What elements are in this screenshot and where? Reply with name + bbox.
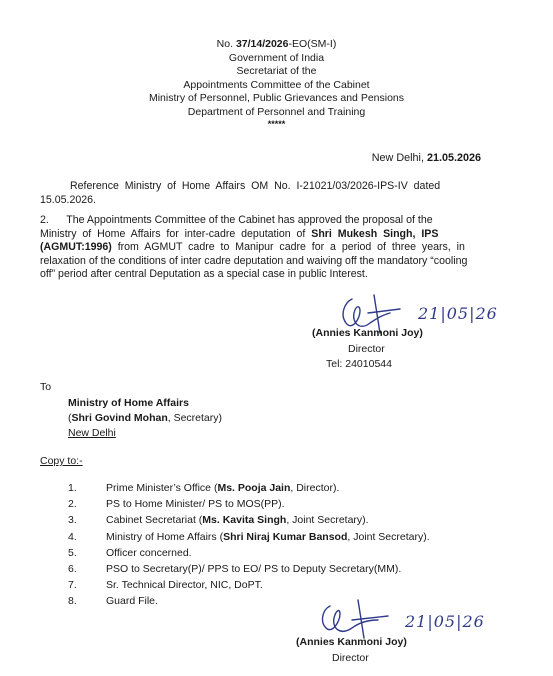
copy-to-item-text: PS to Home Minister/ PS to MOS(PP).: [106, 498, 285, 511]
para2-line-3: (AGMUT:1996) from AGMUT cadre to Manipur cadre for a period of three years, in: [40, 241, 465, 254]
copy-to-item: [68, 512, 430, 528]
header-committee: Appointments Committee of the Cabinet: [183, 78, 370, 91]
order-number: No. 37/14/2026-EO(SM-I): [216, 38, 337, 50]
copy-to-list: [68, 480, 430, 610]
to-label: To: [40, 381, 52, 393]
copy-to-item-number: 3.: [68, 514, 77, 527]
copy-to-item-number: 8.: [68, 595, 77, 608]
copy-to-item-number: 7.: [68, 579, 77, 592]
header-secretariat: Secretariat of the: [236, 65, 317, 77]
copy-to-item-text: Guard File.: [106, 595, 158, 608]
signature-2-date: 21|05|26: [405, 612, 485, 631]
signatory-2-designation: Director: [332, 652, 369, 664]
to-organisation: Ministry of Home Affairs: [68, 397, 189, 409]
para2-line-2: Ministry of Home Affairs for inter-cadre deputation of Shri Mukesh Singh, IPS: [40, 227, 439, 240]
signature-1-date: 21|05|26: [418, 304, 498, 323]
copy-to-item-text: Officer concerned.: [106, 546, 192, 559]
copy-to-item-text: Cabinet Secretariat (Ms. Kavita Singh, Joint Secretary).: [106, 514, 369, 527]
copy-to-item-text: Sr. Technical Director, NIC, DoPT.: [106, 579, 263, 592]
copy-to-item: [68, 561, 430, 577]
document-header: [0, 38, 553, 129]
copy-to-item-text: PSO to Secretary(P)/ PPS to EO/ PS to Deputy Secretary(MM).: [106, 563, 402, 576]
header-ministry: Ministry of Personnel, Public Grievances and Pensions: [148, 92, 405, 104]
para2-line-1: 2. The Appointments Committee of the Cabinet has approved the proposal of the: [40, 214, 433, 226]
copy-to-item: [68, 545, 430, 561]
copy-to-label: Copy to:-: [40, 455, 83, 467]
copy-to-item: [68, 529, 430, 545]
copy-to-item-number: 2.: [68, 498, 77, 511]
copy-to-item: [68, 496, 430, 512]
header-department: Department of Personnel and Training: [187, 105, 366, 118]
copy-to-item-text: Ministry of Home Affairs (Shri Niraj Kumar Bansod, Joint Secretary).: [106, 530, 430, 543]
copy-to-item-number: 4.: [68, 530, 77, 543]
reference-line-2: 15.05.2026.: [40, 193, 96, 206]
document-date: New Delhi, 21.05.2026: [371, 152, 481, 164]
signatory-1-designation: Director: [348, 343, 385, 355]
copy-to-item-number: 6.: [68, 563, 77, 576]
copy-to-item-number: 5.: [68, 546, 77, 559]
to-city: New Delhi: [68, 427, 116, 439]
copy-to-item-text: Prime Minister’s Office (Ms. Pooja Jain, Director).: [106, 482, 340, 494]
header-government: Government of India: [228, 51, 325, 64]
signatory-2-name: (Annies Kanmoni Joy): [296, 636, 407, 648]
para2-line-5: off” period after central Deputation as a special case in public Interest.: [40, 268, 368, 281]
signatory-1-tel: Tel: 24010544: [326, 358, 392, 370]
reference-line-1: Reference Ministry of Home Affairs OM No. I-21021/03/2026-IPS-IV dated: [70, 180, 441, 192]
signatory-1-name: (Annies Kanmoni Joy): [312, 327, 423, 339]
para2-line-4: relaxation of the conditions of inter cadre deputation and waiving off the mandatory “cooling: [40, 254, 468, 267]
copy-to-item: [68, 577, 430, 593]
copy-to-item: [68, 480, 430, 496]
approval-paragraph: [40, 214, 480, 282]
header-stars: *****: [267, 119, 286, 129]
copy-to-item-number: 1.: [68, 482, 77, 494]
to-person: (Shri Govind Mohan, Secretary): [68, 412, 223, 424]
reference-paragraph: [40, 180, 480, 207]
